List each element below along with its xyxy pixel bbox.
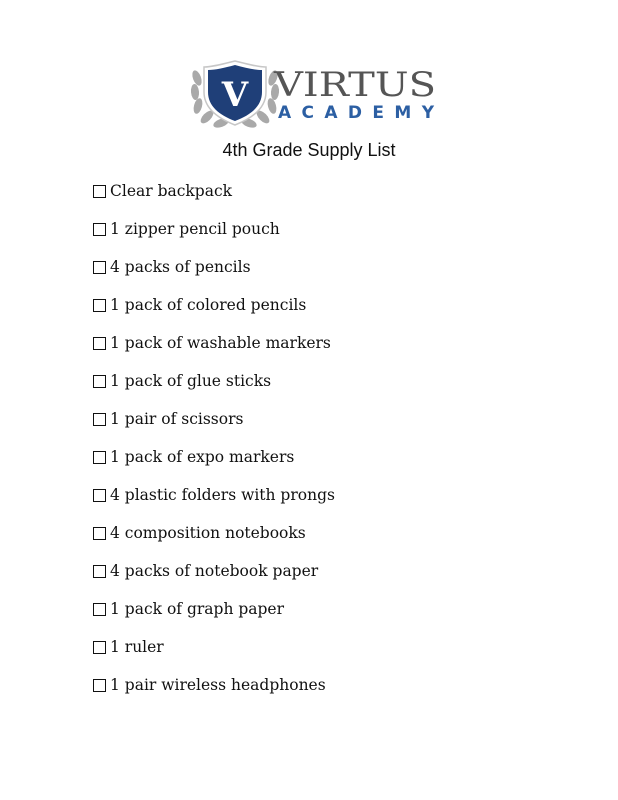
checkbox[interactable] — [93, 565, 106, 578]
list-item-label: 1 ruler — [110, 638, 164, 656]
checkbox[interactable] — [93, 299, 106, 312]
shield-letter: V — [221, 75, 249, 115]
list-item — [93, 219, 335, 257]
checkbox[interactable] — [93, 603, 106, 616]
checkbox[interactable] — [93, 527, 106, 540]
list-item-label: 1 pair of scissors — [110, 410, 244, 428]
checkbox[interactable] — [93, 489, 106, 502]
list-item-label: Clear backpack — [110, 182, 233, 200]
checkbox[interactable] — [93, 641, 106, 654]
virtus-academy-logo — [190, 58, 440, 130]
list-item-label: 1 pack of glue sticks — [110, 372, 272, 390]
list-item-label: 1 zipper pencil pouch — [110, 220, 280, 238]
list-item-label: 4 composition notebooks — [110, 524, 306, 542]
checkbox[interactable] — [93, 413, 106, 426]
list-item — [93, 599, 335, 637]
shield-icon — [204, 61, 266, 125]
list-item-label: 1 pair wireless headphones — [110, 676, 326, 694]
list-item-label: 1 pack of washable markers — [110, 334, 331, 352]
checkbox[interactable] — [93, 375, 106, 388]
list-item — [93, 447, 335, 485]
list-item-label: 1 pack of expo markers — [110, 448, 295, 466]
list-item-label: 1 pack of colored pencils — [110, 296, 307, 314]
list-item — [93, 371, 335, 409]
brand-subtitle: ACADEMY — [278, 103, 434, 123]
list-item — [93, 561, 335, 599]
brand-name: VIRTUS — [272, 65, 436, 105]
list-item-label: 1 pack of graph paper — [110, 600, 285, 618]
list-item — [93, 333, 335, 371]
checkbox[interactable] — [93, 679, 106, 692]
supply-list — [93, 181, 335, 713]
list-item — [93, 181, 335, 219]
list-item — [93, 485, 335, 523]
list-item-label: 4 packs of notebook paper — [110, 562, 319, 580]
list-item — [93, 409, 335, 447]
checkbox[interactable] — [93, 185, 106, 198]
checkbox[interactable] — [93, 223, 106, 236]
checkbox[interactable] — [93, 451, 106, 464]
list-item-label: 4 packs of pencils — [110, 258, 251, 276]
list-item — [93, 675, 335, 713]
list-item — [93, 637, 335, 675]
checkbox[interactable] — [93, 261, 106, 274]
list-item — [93, 523, 335, 561]
list-item — [93, 295, 335, 333]
logo-graphic — [190, 58, 440, 130]
list-item — [93, 257, 335, 295]
list-item-label: 4 plastic folders with prongs — [110, 486, 335, 504]
checkbox[interactable] — [93, 337, 106, 350]
page-title: 4th Grade Supply List — [222, 140, 396, 160]
